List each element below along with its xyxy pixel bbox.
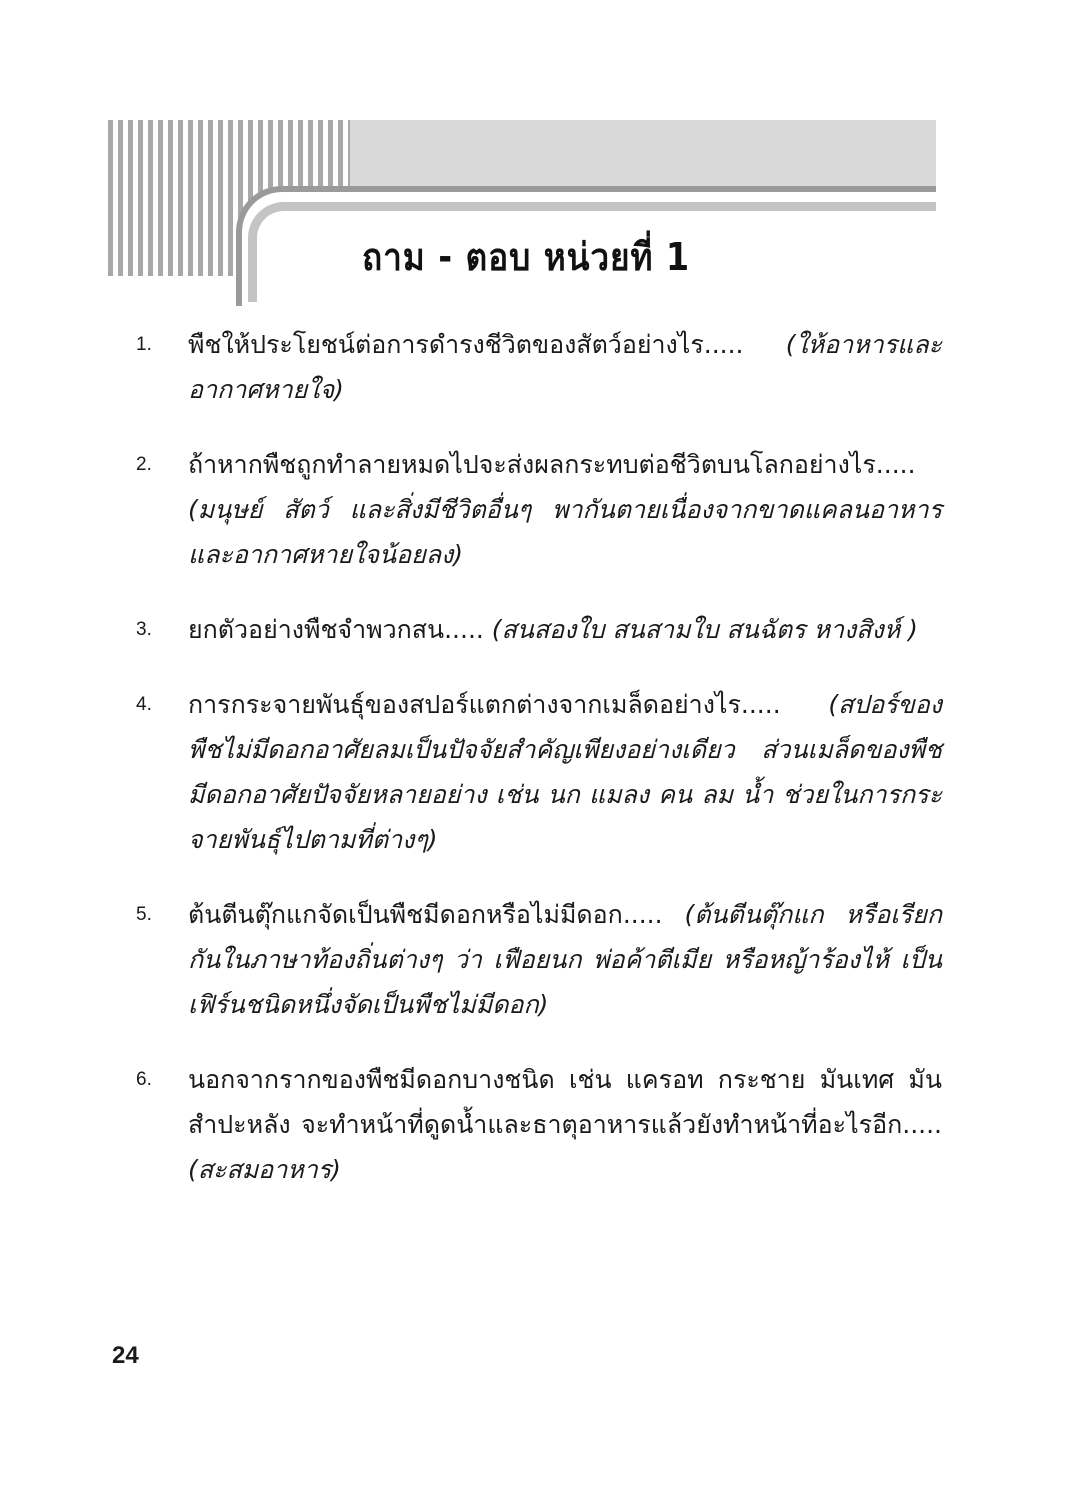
qa-question: พืชให้ประโยชน์ต่อการดำรงชีวิตของสัตว์อย่างไร..... (188, 330, 744, 359)
qa-item (136, 442, 942, 577)
qa-answer: (สปอร์ของพืชไม่มีดอกอาศัยลมเป็นปัจจัยสำคัญเพียงอย่างเดียว ส่วนเมล็ดของพืชมีดอกอาศัยปัจจัยหลายอย่าง เช่น นก แมลง คน ลม น้ำ ช่วยในการกระจายพันธุ์ไปตามที่ต่างๆ) (188, 690, 942, 854)
qa-number: 3. (136, 619, 152, 640)
qa-body (188, 442, 942, 577)
qa-number: 4. (136, 694, 152, 715)
qa-number: 5. (136, 904, 152, 925)
qa-question: ต้นตีนตุ๊กแกจัดเป็นพืชมีดอกหรือไม่มีดอก..... (188, 900, 663, 929)
qa-body (188, 322, 942, 412)
qa-answer: (ต้นตีนตุ๊กแก หรือเรียกกันในภาษาท้องถิ่นต่างๆ ว่า เฟือยนก พ่อค้าตีเมีย หรือหญ้าร้องไห้ เป็นเฟิร์นชนิดหนึ่งจัดเป็นพืชไม่มีดอก) (188, 900, 943, 1019)
qa-number: 6. (136, 1069, 152, 1090)
qa-item (136, 1057, 942, 1192)
qa-question: ยกตัวอย่างพืชจำพวกสน..... (188, 615, 484, 644)
qa-number: 1. (136, 334, 152, 355)
qa-item (136, 607, 942, 652)
qa-answer: (ให้อาหารและอากาศหายใจ) (188, 330, 942, 404)
qa-answer: (มนุษย์ สัตว์ และสิ่งมีชีวิตอื่นๆ พากันตายเนื่องจากขาดแคลนอาหารและอากาศหายใจน้อยลง) (188, 495, 942, 569)
arc-mask (936, 180, 1070, 300)
qa-answer: (สนสองใบ สนสามใบ สนฉัตร หางสิงห์ ) (491, 615, 918, 644)
header-band-decoration (350, 120, 936, 186)
qa-item (136, 322, 942, 412)
qa-body (188, 682, 942, 862)
page-title: ถาม - ตอบ หน่วยที่ 1 (362, 235, 691, 279)
qa-number: 2. (136, 454, 152, 475)
page-number: 24 (112, 1342, 139, 1369)
qa-list (136, 322, 942, 1222)
qa-item (136, 682, 942, 862)
qa-body (188, 1057, 942, 1192)
qa-body (188, 607, 942, 652)
qa-answer: (สะสมอาหาร) (188, 1155, 341, 1184)
qa-question: ถ้าหากพืชถูกทำลายหมดไปจะส่งผลกระทบต่อชีวิตบนโลกอย่างไร..... (188, 450, 916, 479)
qa-item (136, 892, 942, 1027)
qa-question: นอกจากรากของพืชมีดอกบางชนิด เช่น แครอท กระชาย มันเทศ มันสำปะหลัง จะทำหน้าที่ดูดน้ำและธาตุอาหารแล้วยังทำหน้าที่อะไรอีก..... (188, 1065, 942, 1139)
qa-question: การกระจายพันธุ์ของสปอร์แตกต่างจากเมล็ดอย่างไร..... (188, 690, 781, 719)
qa-body (188, 892, 942, 1027)
